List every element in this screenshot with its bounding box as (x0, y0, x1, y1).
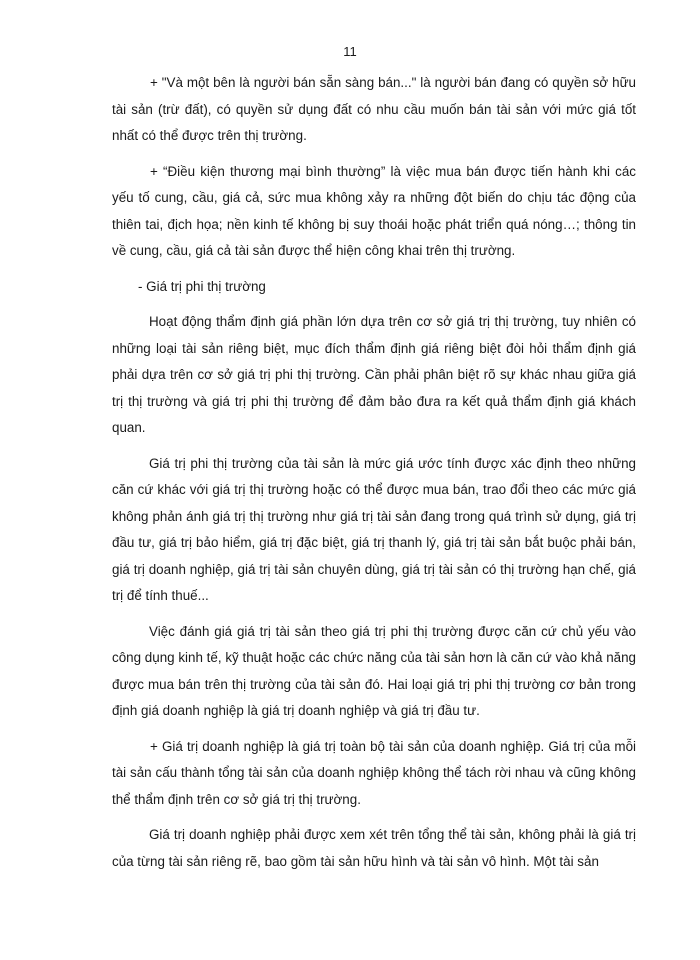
paragraph-enterprise-value-whole: Giá trị doanh nghiệp phải được xem xét trên tổng thể tài sản, không phải là giá trị của từng tài sản riêng rẽ, bao gồm tài sản hữu hình và tài sản vô hình. Một tài sản (112, 827, 636, 869)
paragraph-non-market-value-definition: Giá trị phi thị trường của tài sản là mức giá ước tính được xác định theo những căn cứ khác với giá trị thị trường hoặc có thể được mua bán, trao đổi theo các mức giá không phản ánh giá trị thị trường như giá trị tài sản đang trong quá trình sử dụng, giá trị đầu tư, giá trị bảo hiểm, giá trị đặc biệt, giá trị thanh lý, giá trị tài sản bắt buộc phải bán, giá trị doanh nghiệp, giá trị tài sản chuyên dùng, giá trị tài sản có thị trường hạn chế, giá trị để tính thuế... (112, 455, 636, 603)
body-text (112, 70, 636, 875)
paragraph-willing-seller: + "Và một bên là người bán sẵn sàng bán..." là người bán đang có quyền sở hữu tài sản (trừ đất), có quyền sử dụng đất có nhu cầu muốn bán tài sản với mức giá tốt nhất có thể được trên thị trường. (112, 75, 636, 143)
paragraph-normal-trade-conditions: + “Điều kiện thương mại bình thường” là việc mua bán được tiến hành khi các yếu tố cung, cầu, giá cả, sức mua không xảy ra những đột biến do chịu tác động của thiên tai, địch họa; nền kinh tế không bị suy thoái hoặc phát triển quá nóng…; thông tin về cung, cầu, giá cả tài sản được thể hiện công khai trên thị trường. (112, 163, 636, 258)
section-heading-non-market-value: - Giá trị phi thị trường (138, 278, 266, 294)
paragraph-valuation-basis: Việc đánh giá giá trị tài sản theo giá trị phi thị trường được căn cứ chủ yếu vào công dụng kinh tế, kỹ thuật hoặc các chức năng của tài sản hơn là căn cứ vào khả năng được mua bán trên thị trường của tài sản đó. Hai loại giá trị phi thị trường cơ bản trong định giá doanh nghiệp là giá trị doanh nghiệp và giá trị đầu tư. (112, 623, 636, 718)
paragraph-enterprise-value: + Giá trị doanh nghiệp là giá trị toàn bộ tài sản của doanh nghiệp. Giá trị của mỗi tài sản cấu thành tổng tài sản của doanh nghiệp không thể tách rời nhau và cũng không thể thẩm định trên cơ sở giá trị thị trường. (112, 738, 636, 807)
paragraph-valuation-activity: Hoạt động thẩm định giá phần lớn dựa trên cơ sở giá trị thị trường, tuy nhiên có những loại tài sản riêng biệt, mục đích thẩm định giá riêng biệt đòi hỏi thẩm định giá phải dựa trên cơ sở giá trị phi thị trường. Cần phải phân biệt rõ sự khác nhau giữa giá trị thị trường và giá trị phi thị trường để đảm bảo đưa ra kết quả thẩm định giá khách quan. (112, 314, 636, 435)
page-number: 11 (343, 44, 357, 59)
